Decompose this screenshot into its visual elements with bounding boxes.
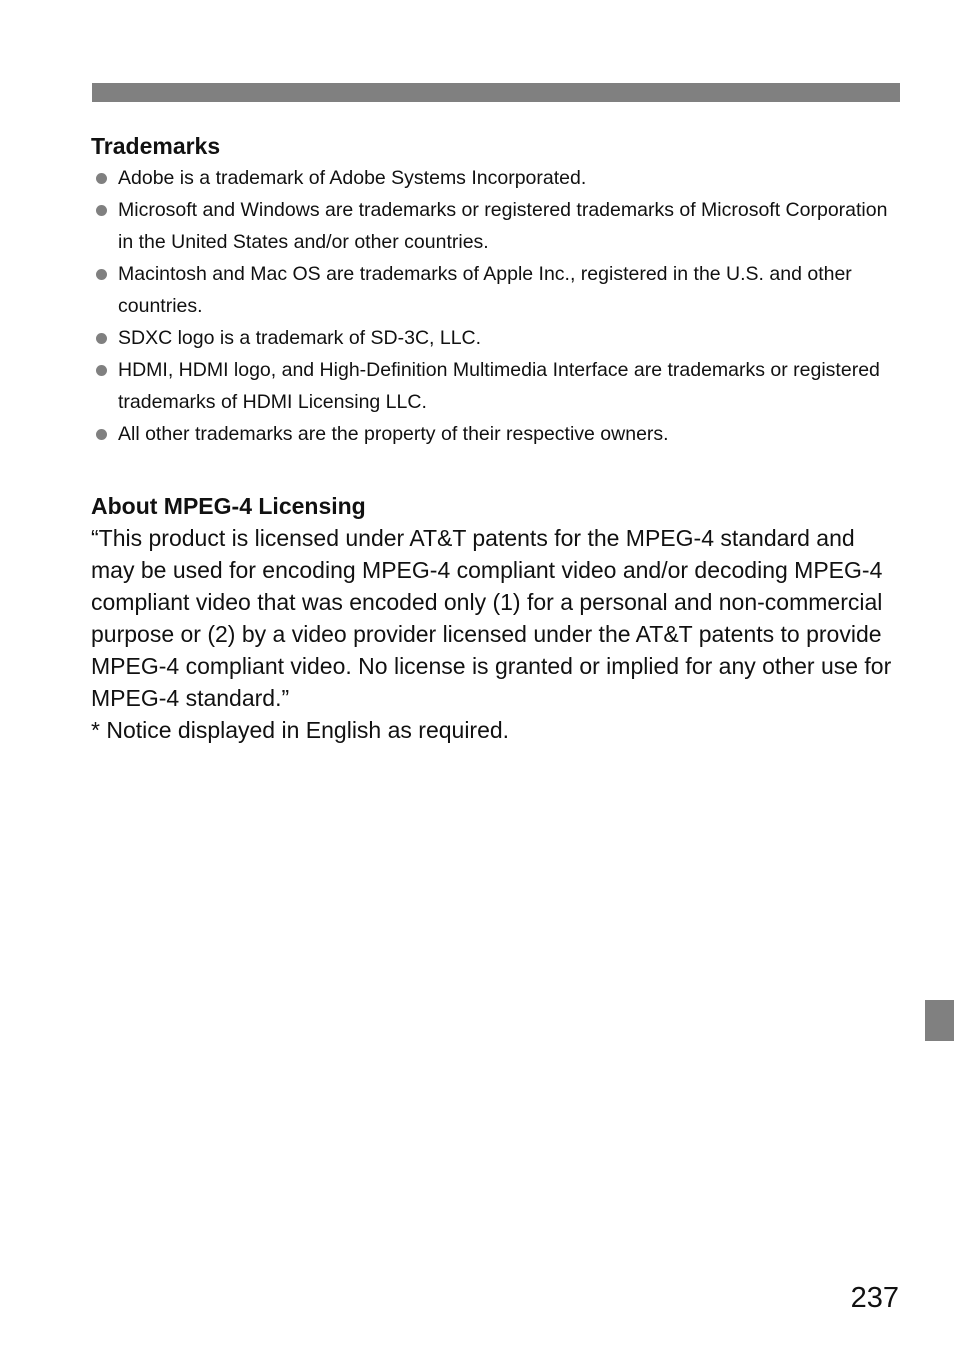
bullet-icon <box>96 365 107 376</box>
trademarks-heading: Trademarks <box>91 133 221 159</box>
list-item-text: HDMI, HDMI logo, and High-Definition Multimedia Interface are trademarks or registered trademarks of HDMI Licensing LLC. <box>118 359 880 413</box>
list-item-text: Adobe is a trademark of Adobe Systems Incorporated. <box>118 167 587 189</box>
mpeg-license-text: “This product is licensed under AT&T patents for the MPEG-4 standard and may be used for encoding MPEG-4 compliant video and/or decoding MPEG-4 compliant video that was encoded only (1) for a personal and non-commercial purpose or (2) by a video provider licensed under the AT&T patents to provide MPEG-4 compliant video. No license is granted or implied for any other use for MPEG-4 standard.” <box>91 525 892 711</box>
list-item-text: All other trademarks are the property of their respective owners. <box>118 423 669 445</box>
header-bar <box>92 83 900 102</box>
list-item <box>91 418 903 450</box>
list-item <box>91 322 903 354</box>
mpeg-heading: About MPEG-4 Licensing <box>91 493 366 519</box>
list-item-text: Microsoft and Windows are trademarks or registered trademarks of Microsoft Corporation in the United States and/or other countries. <box>118 199 888 253</box>
list-item <box>91 354 903 418</box>
bullet-icon <box>96 205 107 216</box>
bullet-icon <box>96 429 107 440</box>
bullet-icon <box>96 269 107 280</box>
side-tab-marker <box>925 1000 954 1041</box>
list-item-text: SDXC logo is a trademark of SD-3C, LLC. <box>118 327 482 349</box>
trademarks-list <box>91 162 903 450</box>
list-item-text: Macintosh and Mac OS are trademarks of Apple Inc., registered in the U.S. and other countries. <box>118 263 852 317</box>
bullet-icon <box>96 173 107 184</box>
list-item <box>91 194 903 258</box>
page-content <box>91 130 903 746</box>
list-item <box>91 258 903 322</box>
list-item <box>91 162 903 194</box>
bullet-icon <box>96 333 107 344</box>
english-notice: * Notice displayed in English as required. <box>91 717 510 743</box>
page-number: 237 <box>850 1282 899 1314</box>
